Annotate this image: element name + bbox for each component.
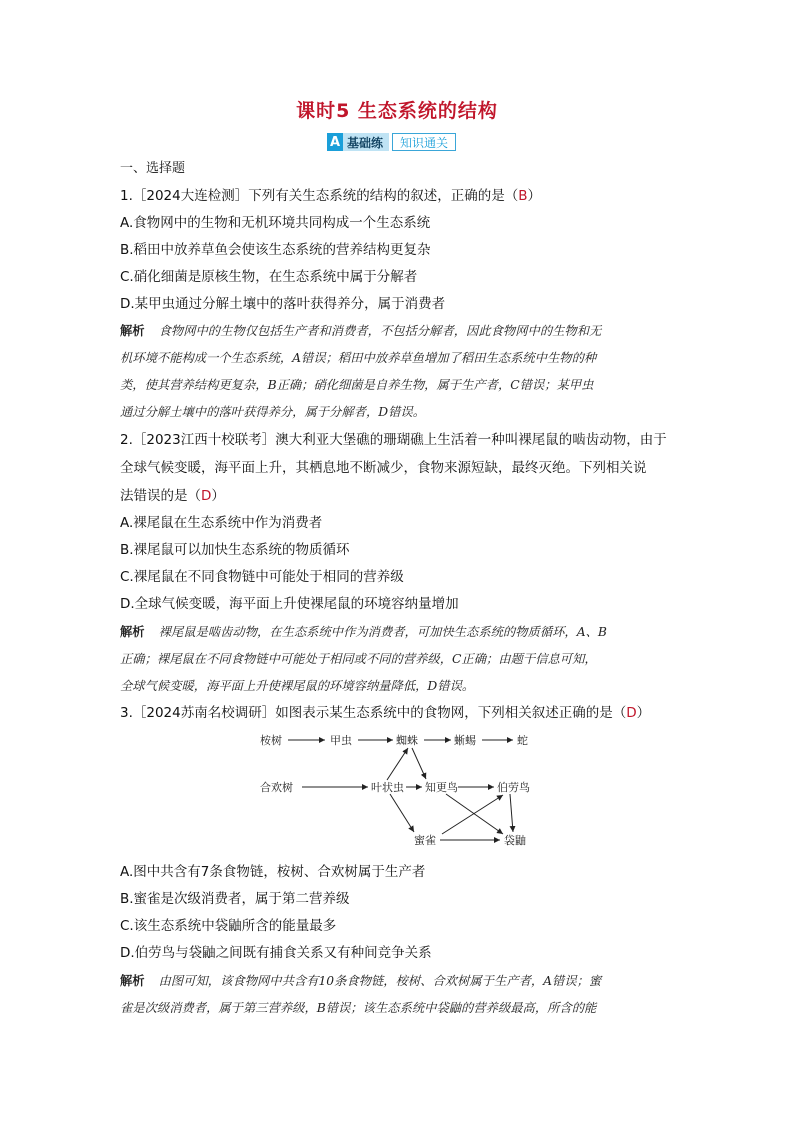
question-2-stem-line: 全球气候变暖，海平面上升，其栖息地不断减少，食物来源短缺，最终灭绝。下列相关说: [120, 460, 647, 476]
question-1-option-b: B.稻田中放养草鱼会使该生态系统的营养结构更复杂: [120, 242, 431, 258]
web-edge: [387, 748, 408, 780]
question-2-option-a: A.裸尾鼠在生态系统中作为消费者: [120, 515, 323, 531]
question-2-option-d: D.全球气候变暖，海平面上升使裸尾鼠的环境容纳量增加: [120, 596, 459, 612]
page-title: 课时5 生态系统的结构: [296, 100, 498, 122]
web-node: 合欢树: [260, 781, 293, 794]
explain-text: 食物网中的生物仅包括生产者和消费者，不包括分解者，因此食物网中的生物和无: [158, 324, 602, 338]
web-node: 蜜雀: [414, 834, 436, 847]
web-edge: [510, 794, 513, 832]
question-1-explain-line: 通过分解土壤中的落叶获得养分，属于分解者，D错误。: [120, 405, 425, 419]
question-2-explain-line: 全球气候变暖，海平面上升使裸尾鼠的环境容纳量降低，D错误。: [120, 679, 475, 693]
question-2-option-c: C.裸尾鼠在不同食物链中可能处于相同的营养级: [120, 569, 404, 585]
question-1-text: 1.［2024大连检测］下列有关生态系统的结构的叙述，正确的是（: [120, 188, 519, 204]
question-3-explain-line: [120, 971, 676, 991]
question-1-explain-line: [120, 321, 676, 341]
question-3-option-a: A.图中共含有7条食物链，桉树、合欢树属于生产者: [120, 864, 426, 880]
badge-level: 基础练: [343, 133, 389, 151]
question-3-stem: [120, 703, 650, 723]
question-2-stem-line: [120, 486, 225, 506]
explain-label: 解析: [120, 974, 145, 988]
question-1-option-d: D.某甲虫通过分解土壤中的落叶获得养分，属于消费者: [120, 296, 446, 312]
question-1-explain-line: 类，使其营养结构更复杂，B正确；硝化细菌是自养生物，属于生产者，C错误；某甲虫: [120, 378, 594, 392]
explain-text: 由图可知，该食物网中共含有10条食物链，桉树、合欢树属于生产者，A错误；蜜: [158, 974, 602, 988]
question-1-option-a: A.食物网中的生物和无机环境共同构成一个生态系统: [120, 215, 431, 231]
question-3-option-c: C.该生态系统中袋鼬所含的能量最多: [120, 918, 337, 934]
question-3-answer: D: [626, 705, 637, 721]
question-1-option-c: C.硝化细菌是原核生物，在生态系统中属于分解者: [120, 269, 418, 285]
web-node: 甲虫: [330, 734, 352, 747]
web-edge: [412, 748, 426, 779]
question-2-stem-line: 2.［2023江西十校联考］澳大利亚大堡礁的珊瑚礁上生活着一种叫裸尾鼠的啮齿动物，由于: [120, 432, 667, 448]
level-badge: [327, 133, 456, 151]
question-1-close: ）: [527, 188, 542, 204]
question-1-stem: [120, 186, 541, 206]
web-node: 伯劳鸟: [497, 781, 530, 794]
question-2-explain-line: [120, 622, 676, 642]
section-heading: 一、选择题: [120, 161, 186, 176]
explain-text: 裸尾鼠是啮齿动物，在生态系统中作为消费者，可加快生态系统的物质循环，A、B: [158, 625, 607, 639]
question-2-close: ）: [211, 488, 225, 504]
web-node: 桉树: [260, 734, 282, 747]
web-node: 叶状虫: [371, 781, 404, 794]
web-node: 袋鼬: [504, 834, 526, 847]
question-2-text: 法错误的是（: [120, 488, 201, 504]
question-1-answer: B: [518, 188, 528, 204]
explain-label: 解析: [120, 324, 145, 338]
question-3-option-d: D.伯劳鸟与袋鼬之间既有捕食关系又有种间竞争关系: [120, 945, 432, 961]
question-2-option-b: B.裸尾鼠可以加快生态系统的物质循环: [120, 542, 350, 558]
web-node: 蛇: [517, 734, 528, 747]
question-1-explain-line: 机环境不能构成一个生态系统，A错误；稻田中放养草鱼增加了稻田生态系统中生物的种: [120, 351, 597, 365]
web-node: 知更鸟: [425, 781, 458, 794]
food-web-diagram: [250, 728, 550, 854]
badge-letter: A: [327, 133, 343, 151]
question-3-text: 3.［2024苏南名校调研］如图表示某生态系统中的食物网，下列相关叙述正确的是（: [120, 705, 627, 721]
question-3-option-b: B.蜜雀是次级消费者，属于第二营养级: [120, 891, 350, 907]
question-3-close: ）: [636, 705, 651, 721]
explain-label: 解析: [120, 625, 145, 639]
question-2-explain-line: 正确；裸尾鼠在不同食物链中可能处于相同或不同的营养级，C正确；由题干信息可知，: [120, 652, 597, 666]
question-3-explain-line: 雀是次级消费者，属于第三营养级，B错误；该生态系统中袋鼬的营养级最高，所含的能: [120, 1001, 597, 1015]
question-2-answer: D: [201, 488, 212, 504]
web-edge: [390, 794, 414, 832]
badge-tag: 知识通关: [392, 133, 456, 151]
web-node: 蜥蜴: [454, 734, 476, 747]
web-node: 蜘蛛: [396, 734, 418, 747]
